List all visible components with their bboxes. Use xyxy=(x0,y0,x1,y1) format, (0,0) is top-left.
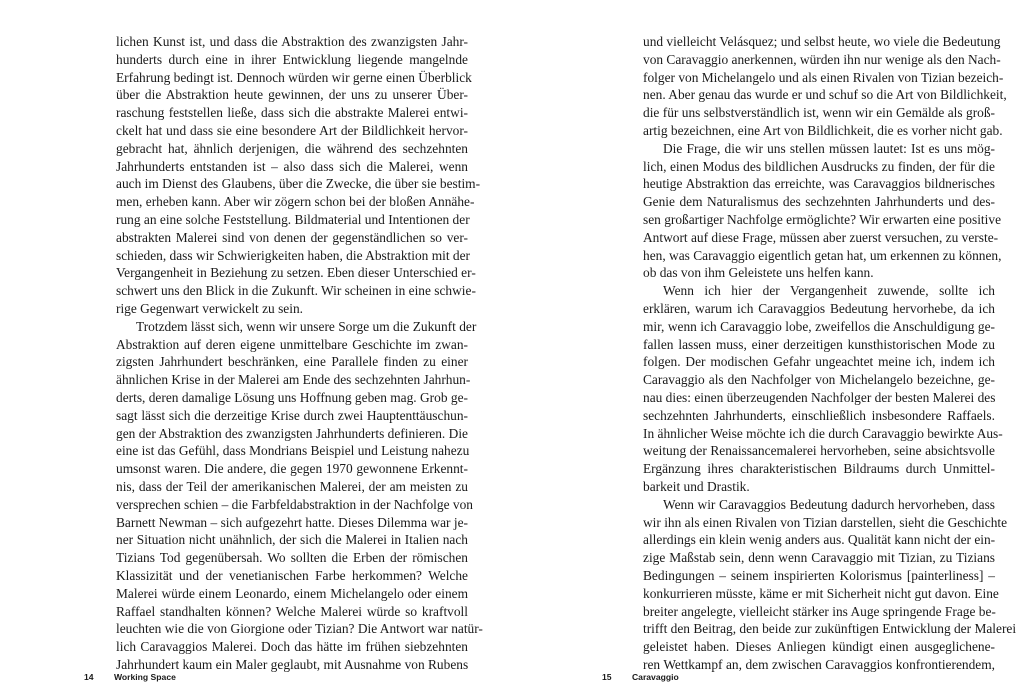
text-line: Bedingungen – seinem inspirierten Kolorismus [painterliness] – xyxy=(643,567,995,583)
text-line: Trotzdem lässt sich, wenn wir unsere Sorge um die Zukunft der xyxy=(136,318,477,334)
text-line: Tizians Tod gegenübersah. Wo sollten die Erben der römischen xyxy=(116,550,468,566)
text-line: Erfahrung bedingt ist. Dennoch würden wir gerne einen Überblick xyxy=(116,69,472,85)
text-line: konkurrieren müsste, käme er mit Sicherheit nicht gut davon. Eine xyxy=(643,585,999,601)
text-line: ckelt hat und dass sie eine besondere Art der Bildlichkeit hervor- xyxy=(116,122,468,138)
text-line: Malerei würde einem Leonardo, einem Michelangelo oder einem xyxy=(116,585,468,601)
text-line: folger von Michelangelo und als einen Rivalen von Tizian bezeich- xyxy=(643,69,1004,85)
text-line: gebracht hat, ähnlich derjenigen, die während des sechzehnten xyxy=(116,140,468,156)
text-line: artig bezeichnen, eine Art von Bildlichkeit, die es vorher nicht gab. xyxy=(643,122,1003,138)
text-line: geleistet haben. Dieses Anliegen kündigt einen ausgeglichene- xyxy=(643,639,995,655)
text-line: folgen. Der modischen Gefahr ungeachtet meine ich, indem ich xyxy=(643,354,995,370)
body-text xyxy=(643,33,1017,674)
text-line: hen, was Caravaggio eigentlich getan hat, um erkennen zu können, xyxy=(643,247,1002,263)
text-line: lichen Kunst ist, und dass die Abstraktion des zwanzigsten Jahr- xyxy=(116,34,468,49)
left-page-footer xyxy=(84,672,176,682)
text-line: eine ist das Gefühl, dass Mondrians Beispiel und Leistung nahezu xyxy=(116,443,470,459)
text-line: nen. Aber genau das wurde er und schuf so die Art von Bildlichkeit, xyxy=(643,87,1007,103)
text-line: schieden, dass wir Schwierigkeiten haben, die Abstraktion mit der xyxy=(116,247,471,263)
text-line: rige Gegenwart verwickelt zu sein. xyxy=(116,300,304,316)
right-page xyxy=(518,0,1036,700)
text-line: und vielleicht Velásquez; und selbst heute, wo viele die Bedeutung xyxy=(643,34,1001,49)
text-line: derts, deren damalige Lösung uns Hoffnung geben mag. Grob ge- xyxy=(116,389,468,405)
text-line: Klassizität und der venetianischen Farbe herkommen? Welche xyxy=(116,567,468,583)
text-line: allerdings ein klein wenig anders aus. Qualität kann nicht der ein- xyxy=(643,532,996,548)
text-line: Ergänzung ihres charakteristischen Bildraums durch Unmittel- xyxy=(643,461,995,477)
text-line: abstrakten Malerei sind von denen der gegenständlichen so ver- xyxy=(116,229,468,245)
text-line: men, erheben kann. Aber wir zögern schon bei der bloßen Annähe- xyxy=(116,194,475,210)
running-title: Working Space xyxy=(113,672,176,682)
text-line: Caravaggio als den Nachfolger von Michelangelo bezeichne, ge- xyxy=(643,372,995,388)
text-line: Barnett Newman – sich aufgezehrt hatte. Dieses Dilemma war je- xyxy=(116,514,468,530)
text-line: schwert uns den Blick in die Zukunft. Wir scheinen in eine schwie- xyxy=(116,283,476,299)
text-line: zige Maßstab sein, denn wenn Caravaggio mit Tizian, zu Tizians xyxy=(643,550,995,566)
text-line: wir ihn als einen Rivalen von Tizian darstellen, sieht die Geschichte xyxy=(643,514,1008,530)
text-line: rung an eine solche Feststellung. Bildmaterial und Intentionen der xyxy=(116,211,470,227)
text-line: In ähnlicher Weise möchte ich die durch Caravaggio bewirkte Aus- xyxy=(643,425,1003,441)
text-line: von Caravaggio anerkennen, würden ihn nur wenige als den Nach- xyxy=(643,51,1001,67)
text-line: nis, dass der Teil der amerikanischen Malerei, der am meisten zu xyxy=(116,478,468,494)
text-line: versprechen schien – die Farbfeldabstraktion in der Nachfolge von xyxy=(116,496,473,512)
text-line: sen großartiger Nachfolge ermöglichte? Wir erwarten eine positive xyxy=(643,211,1002,227)
text-line: breiter angelegte, vielleicht stärker ins Auge springende Frage be- xyxy=(643,603,996,619)
text-line: hunderts durch eine in ihrer Entwicklung liegende mangelnde xyxy=(116,51,468,67)
text-line: Die Frage, die wir uns stellen müssen lautet: Ist es uns mög- xyxy=(663,140,995,156)
text-line: ob das von ihm Geleistete uns helfen kann. xyxy=(643,265,874,281)
page-number: 14 xyxy=(84,672,94,682)
text-line: lich Caravaggios Malerei. Doch das hätte im frühen siebzehnten xyxy=(116,639,468,655)
text-line: mir, wenn ich Caravaggio lobe, zweifellos die Anschuldigung ge- xyxy=(643,318,995,334)
text-line: über die Abstraktion heute gewinnen, der uns zu unserer Über- xyxy=(116,87,468,103)
left-page-body xyxy=(116,33,483,674)
text-line: trifft den Beitrag, den beide zur zukünftigen Entwicklung der Malerei xyxy=(643,621,1017,637)
text-line: zigsten Jahrhundert beschränken, eine Parallele finden zu einer xyxy=(116,354,468,370)
text-line: Wenn ich hier der Vergangenheit zuwende, sollte ich xyxy=(663,283,995,299)
text-line: barkeit und Drastik. xyxy=(643,478,750,494)
page-number: 15 xyxy=(602,672,612,682)
text-line: raschung feststellen ließe, dass sich die abstrakte Malerei entwi- xyxy=(116,105,468,121)
text-line: leuchten wie die von Giorgione oder Tizian? Die Antwort war natür- xyxy=(116,621,483,637)
text-line: Jahrhunderts entstanden ist – also dass sich die Malerei, wenn xyxy=(116,158,468,174)
text-line: Antwort auf diese Frage, müssen aber zuerst versuchen, zu verste- xyxy=(643,229,999,245)
text-line: Genie dem Naturalismus des sechzehnten Jahrhunderts und des- xyxy=(643,194,995,210)
right-page-body xyxy=(643,33,1017,674)
text-line: die für uns selbstverständlich ist, wenn wir ein Gemälde als groß- xyxy=(643,105,995,121)
text-line: Jahrhundert kaum ein Maler geglaubt, mit Ausnahme von Rubens xyxy=(116,656,469,672)
text-line: heutige Abstraktion das erreichte, was Caravaggios bildnerisches xyxy=(643,176,995,192)
text-line: umsonst waren. Die andere, die gegen 1970 gewonnene Erkennt- xyxy=(116,461,468,477)
text-line: Raffael standhalten können? Welche Malerei würde so kraftvoll xyxy=(116,603,468,619)
text-line: gen der Abstraktion des zwanzigsten Jahrhunderts definieren. Die xyxy=(116,425,468,441)
text-line: fallen lassen muss, einer derzeitigen kunsthistorischen Mode zu xyxy=(643,336,995,352)
body-text xyxy=(116,33,483,674)
right-page-footer xyxy=(602,672,679,682)
text-line: sagt lässt sich die derzeitige Krise durch zwei Hauptenttäuschun- xyxy=(116,407,468,423)
text-line: nau dies: einen überzeugenden Nachfolger der besten Malerei des xyxy=(643,389,996,405)
text-line: ähnlichen Krise in der Malerei am Ende des sechzehnten Jahrhun- xyxy=(116,372,471,388)
text-line: Vergangenheit in Beziehung zu setzen. Eben dieser Unterschied er- xyxy=(116,265,476,281)
text-line: Abstraktion auf deren eigene unmittelbare Geschichte im zwan- xyxy=(116,336,468,352)
text-line: weitung der Renaissancemalerei hervorheben, seine absichtsvolle xyxy=(643,443,995,459)
text-line: erklären, warum ich Caravaggios Bedeutung hervorhebe, da ich xyxy=(643,300,995,316)
text-line: ner Situation nicht unähnlich, der sich die Malerei in Italien nach xyxy=(116,532,468,548)
text-line: ren Wettkampf an, dem zwischen Caravaggios konfrontierendem, xyxy=(643,656,995,672)
text-line: Wenn wir Caravaggios Bedeutung dadurch hervorheben, dass xyxy=(663,496,995,512)
text-line: auch im Dienst des Glaubens, über die Zwecke, die über sie bestim- xyxy=(116,176,481,192)
running-title: Caravaggio xyxy=(631,672,679,682)
text-line: sechzehnten Jahrhunderts, einschließlich insbesondere Raffaels. xyxy=(643,407,995,423)
text-line: lich, einen Modus des bildlichen Ausdrucks zu finden, der für die xyxy=(643,158,995,174)
